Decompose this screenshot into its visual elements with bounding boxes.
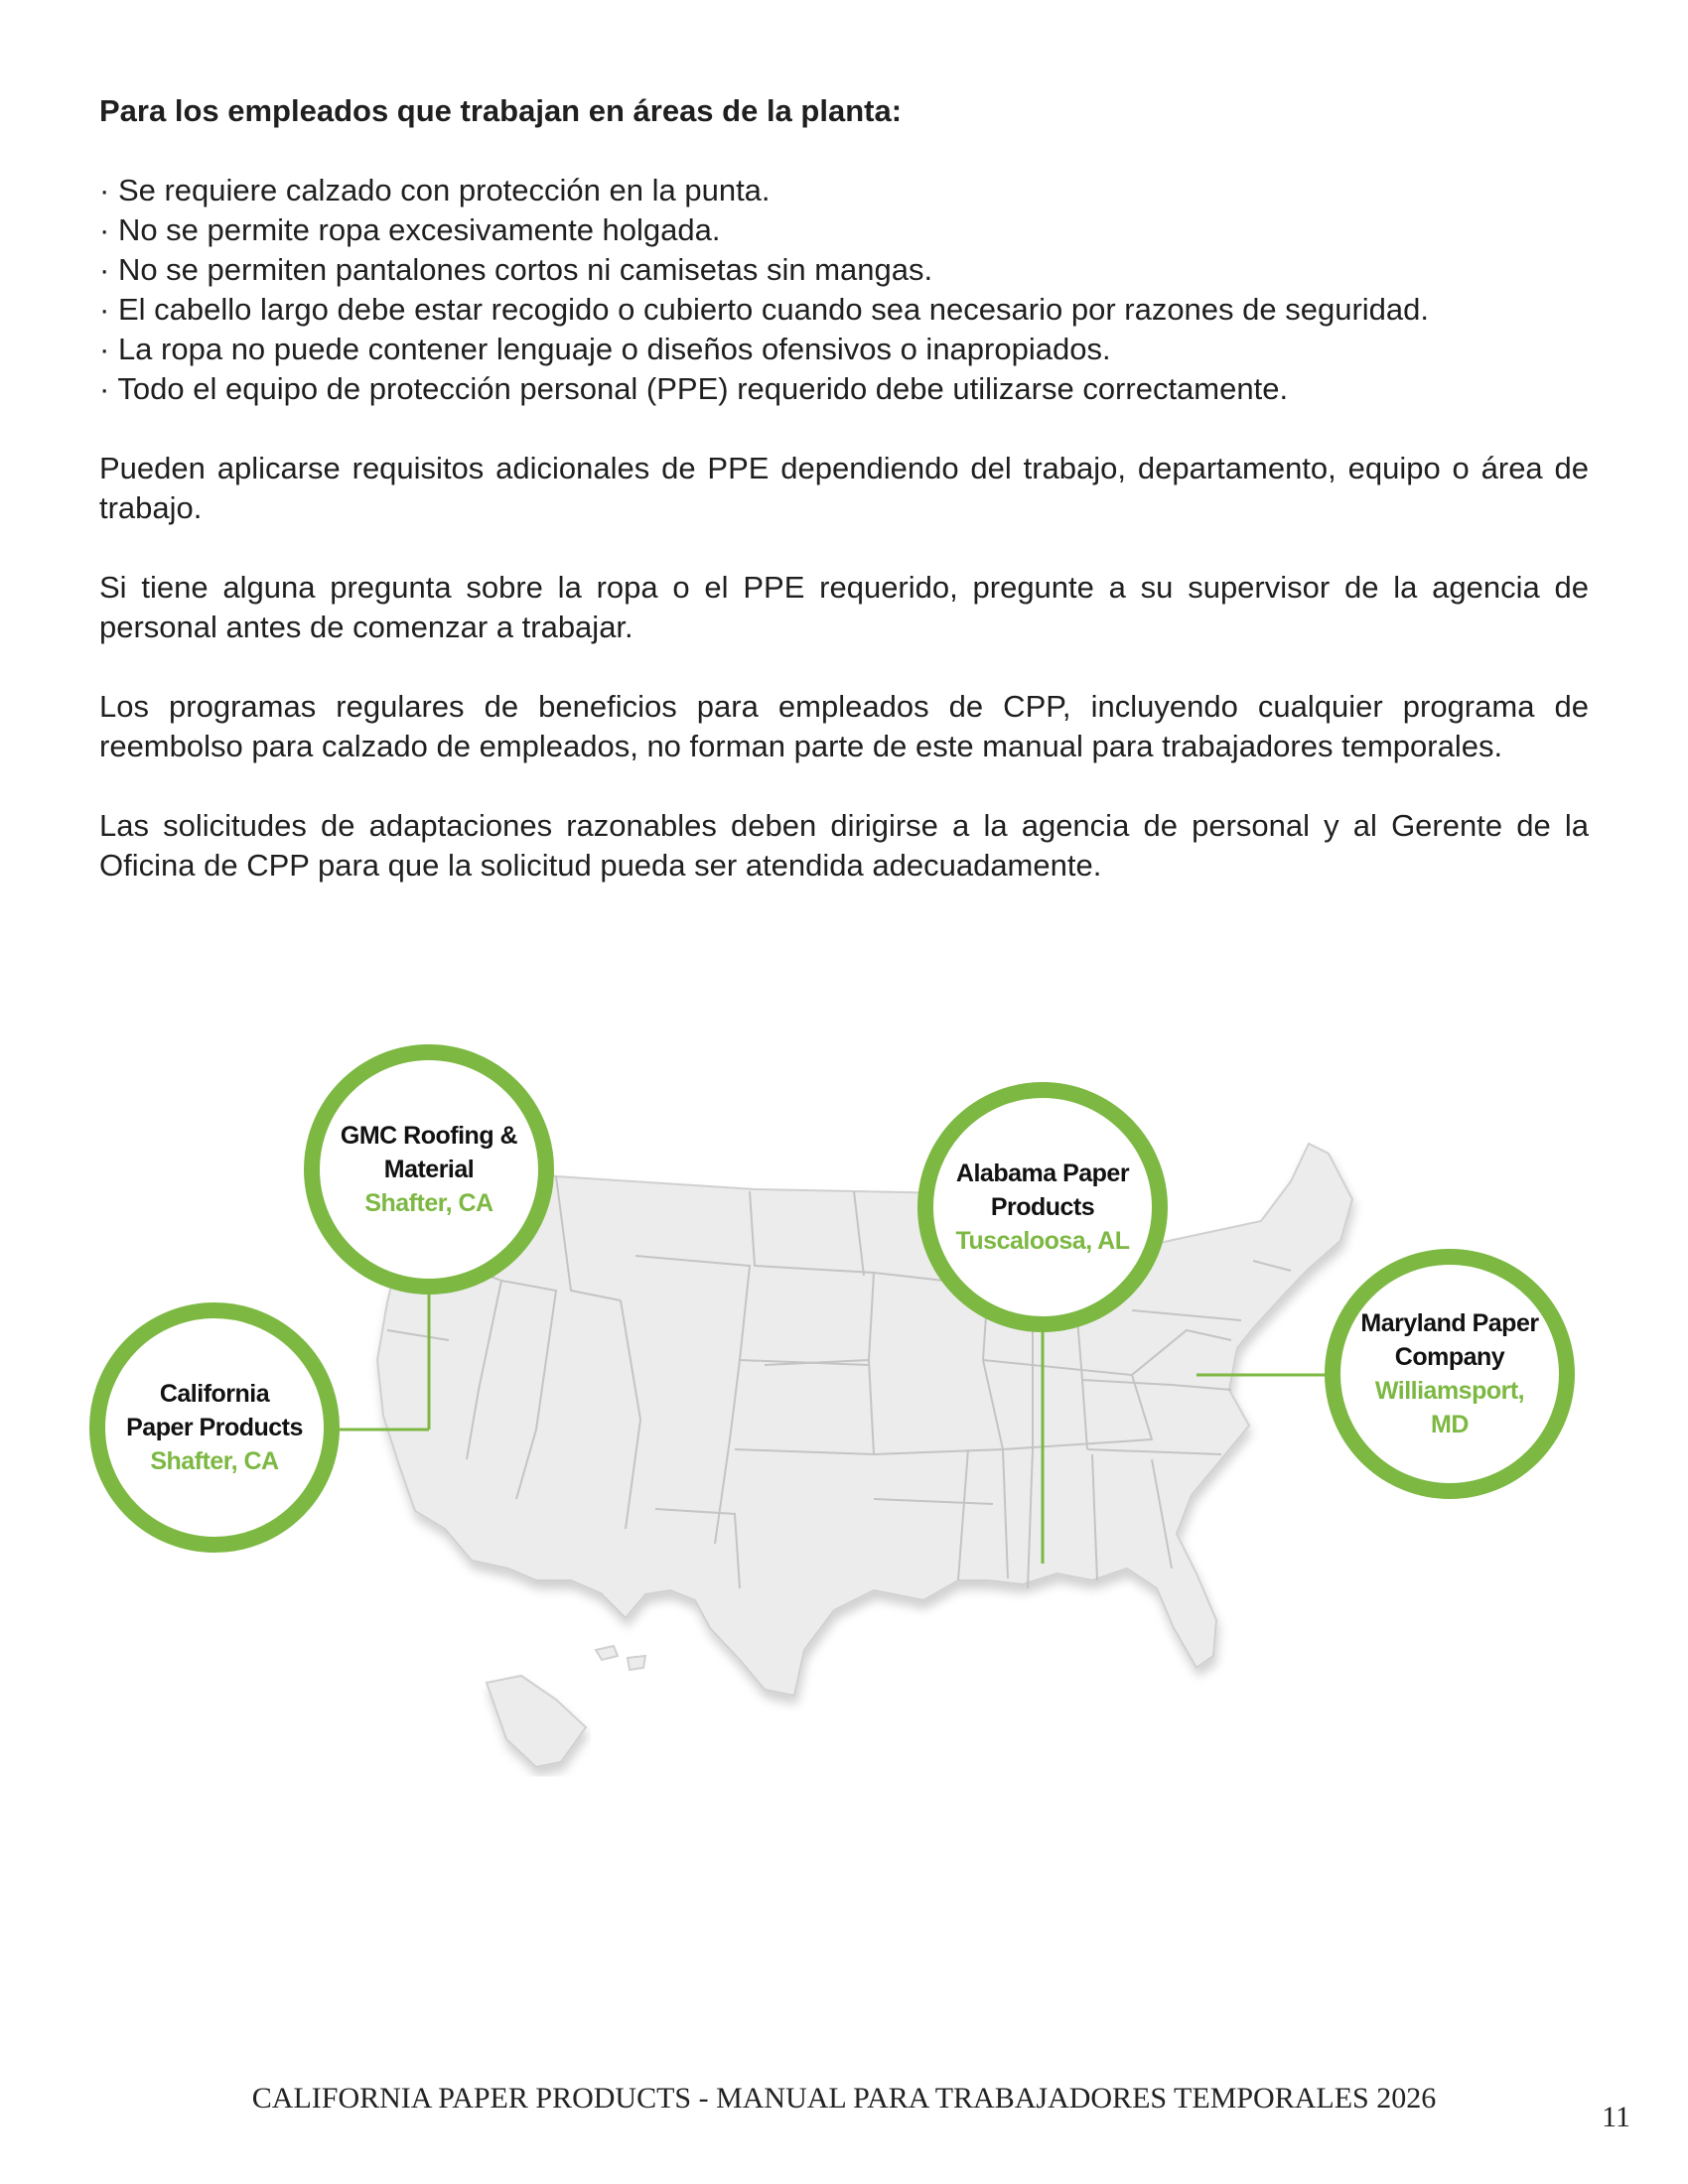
location-maryland-paper [1325,1249,1575,1499]
location-city: Tuscaloosa, AL [955,1227,1130,1255]
hawaii-shape [596,1646,645,1670]
list-item: · El cabello largo debe estar recogido o cubierto cuando sea necesario por razones de seguridad. [99,290,1589,330]
paragraph-accommodations: Las solicitudes de adaptaciones razonables deben dirigirse a la agencia de personal y al Gerente de la Oficina de CPP para que la solicitud pueda ser atendida adecuadamente. [99,808,1589,883]
location-city: Shafter, CA [150,1447,279,1475]
body-text [99,91,1589,886]
page-number: 11 [1602,2101,1630,2133]
paragraph-ppe: Pueden aplicarse requisitos adicionales de PPE dependiendo del trabajo, departamento, equipo o área de trabajo. [99,451,1589,525]
paragraph-questions: Si tiene alguna pregunta sobre la ropa o el PPE requerido, pregunte a su supervisor de la agencia de personal antes de comenzar a trabajar. [99,570,1589,644]
location-city: Shafter, CA [364,1189,493,1217]
location-name: Company [1394,1343,1505,1371]
location-name: Paper Products [126,1414,303,1441]
dress-code-list [99,171,1589,409]
location-name: Maryland Paper [1360,1309,1539,1337]
location-city: MD [1431,1411,1469,1438]
section-heading: Para los empleados que trabajan en áreas de la planta: [99,93,903,128]
list-item: · No se permiten pantalones cortos ni camisetas sin mangas. [99,250,1589,290]
location-name: Material [383,1156,475,1183]
page-footer: CALIFORNIA PAPER PRODUCTS - MANUAL PARA TRABAJADORES TEMPORALES 2026 [251,2082,1437,2115]
location-california-paper [89,1302,340,1553]
location-name: California [159,1380,270,1408]
list-item: · Todo el equipo de protección personal (PPE) requerido debe utilizarse correctamente. [99,369,1589,409]
list-item: · No se permite ropa excesivamente holgada. [99,210,1589,250]
location-gmc-roofing [304,1044,554,1295]
location-name: Alabama Paper [955,1160,1130,1187]
location-alabama-paper [917,1082,1168,1332]
location-city: Williamsport, [1374,1377,1525,1405]
list-item: · Se requiere calzado con protección en la punta. [99,171,1589,210]
location-name: Products [990,1193,1095,1221]
paragraph-benefits: Los programas regulares de beneficios para empleados de CPP, incluyendo cualquier programa de reembolso para calzado de empleados, no forman parte de este manual para trabajadores temporales. [99,689,1589,763]
locations-map [0,1032,1688,1787]
location-name: GMC Roofing & [340,1122,518,1150]
alaska-shape [487,1676,586,1767]
list-item: · La ropa no puede contener lenguaje o diseños ofensivos o inapropiados. [99,330,1589,369]
